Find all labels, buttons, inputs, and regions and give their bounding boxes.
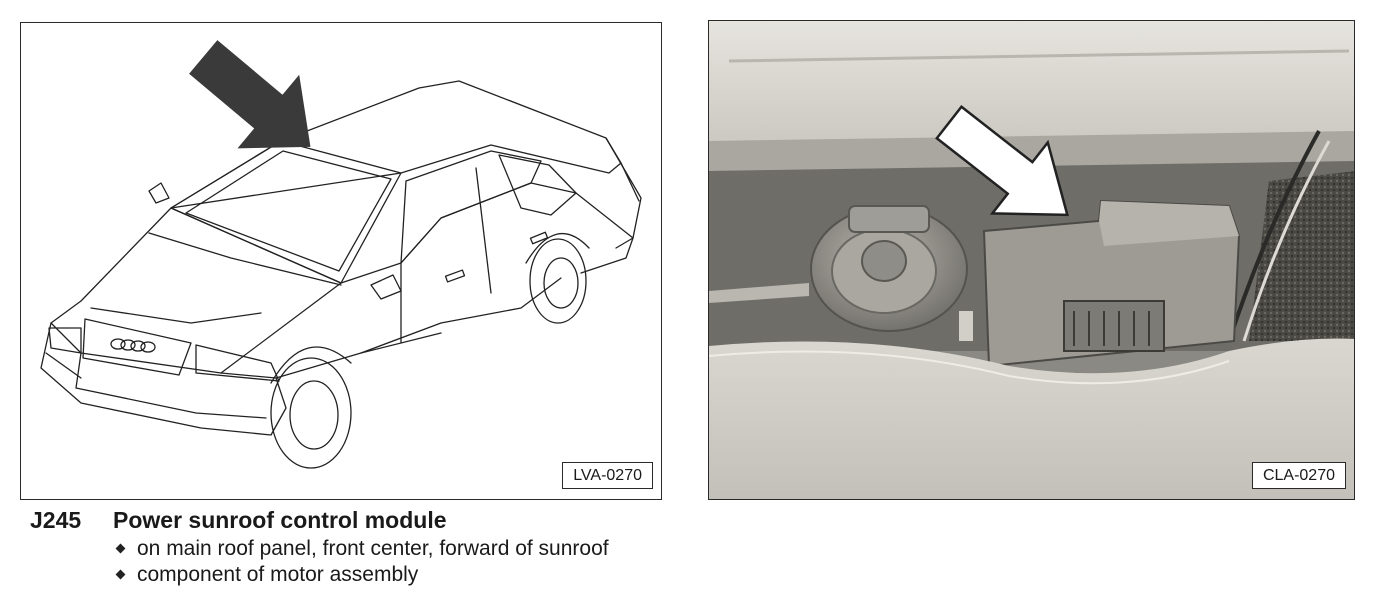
component-code: J245 bbox=[30, 507, 82, 533]
diamond-bullet-icon bbox=[116, 570, 126, 580]
car-line-drawing bbox=[21, 23, 662, 500]
figure-code-right: CLA-0270 bbox=[1252, 462, 1346, 489]
component-caption bbox=[30, 507, 930, 588]
bullet-item: component of motor assembly bbox=[117, 562, 930, 588]
windshield bbox=[171, 141, 401, 283]
door-handle bbox=[446, 270, 465, 282]
figure-code-left: LVA-0270 bbox=[562, 462, 653, 489]
module-photo-panel bbox=[708, 20, 1355, 500]
door-seam bbox=[476, 168, 491, 293]
component-title: Power sunroof control module bbox=[113, 507, 447, 533]
location-bullets bbox=[117, 536, 930, 588]
component-heading bbox=[30, 507, 930, 534]
car-headlight bbox=[196, 345, 279, 381]
diamond-bullet-icon bbox=[116, 544, 126, 554]
car-figure-panel bbox=[20, 22, 662, 500]
side-mirror bbox=[371, 275, 401, 299]
bullet-item: on main roof panel, front center, forward of sunroof bbox=[117, 536, 930, 562]
roof-module-photo bbox=[709, 21, 1355, 500]
